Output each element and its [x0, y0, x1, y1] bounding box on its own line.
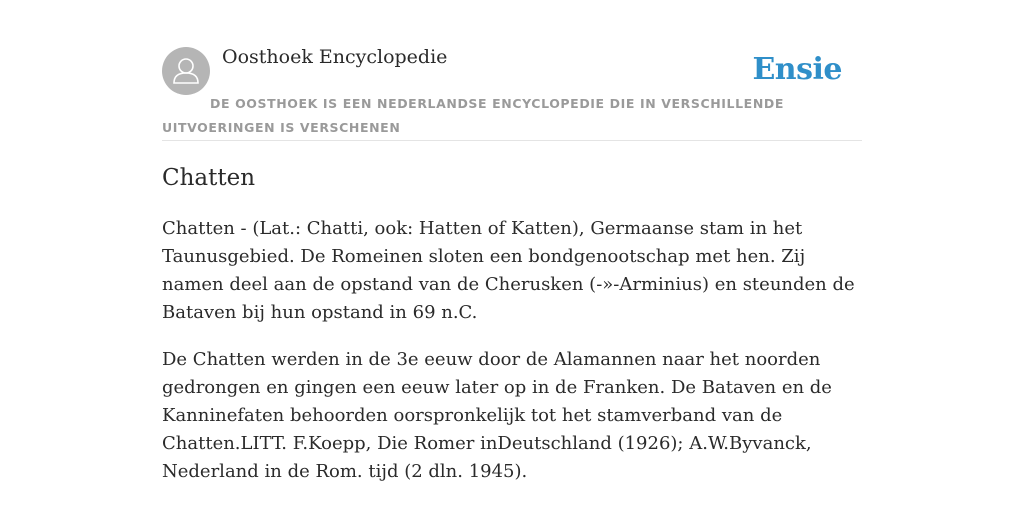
article-paragraph: De Chatten werden in de 3e eeuw door de Alamannen naar het noorden gedrongen en gingen een eeuw later op in de Franken. De Bataven en de Kanninefaten behoorden oorspronkelijk tot het stamverband van de Chatten.LITT. F.Koepp, Die Romer inDeutschland (1926); A.W.Byvanck, Nederland in de Rom. tijd (2 dln. 1945).: [162, 349, 832, 482]
site-tagline: DE OOSTHOEK IS EEN NEDERLANDSE ENCYCLOPEDIE DIE IN VERSCHILLENDE UITVOERINGEN IS VERSCHENEN: [162, 96, 784, 135]
user-avatar-icon[interactable]: [162, 47, 210, 95]
article-paragraph: Chatten - (Lat.: Chatti, ook: Hatten of Katten), Germaanse stam in het Taunusgebied. De Romeinen sloten een bondgenootschap met hen. Zij namen deel aan de opstand van de Cherusken (-»-Arminius) en steunden de Bataven bij hun opstand in 69 n.C.: [162, 218, 855, 323]
article: [162, 160, 862, 486]
site-title[interactable]: Oosthoek Encyclopedie: [222, 46, 448, 68]
article-title: Chatten: [162, 165, 256, 191]
brand-logo[interactable]: Ensie: [752, 52, 842, 87]
site-header: [162, 46, 862, 141]
